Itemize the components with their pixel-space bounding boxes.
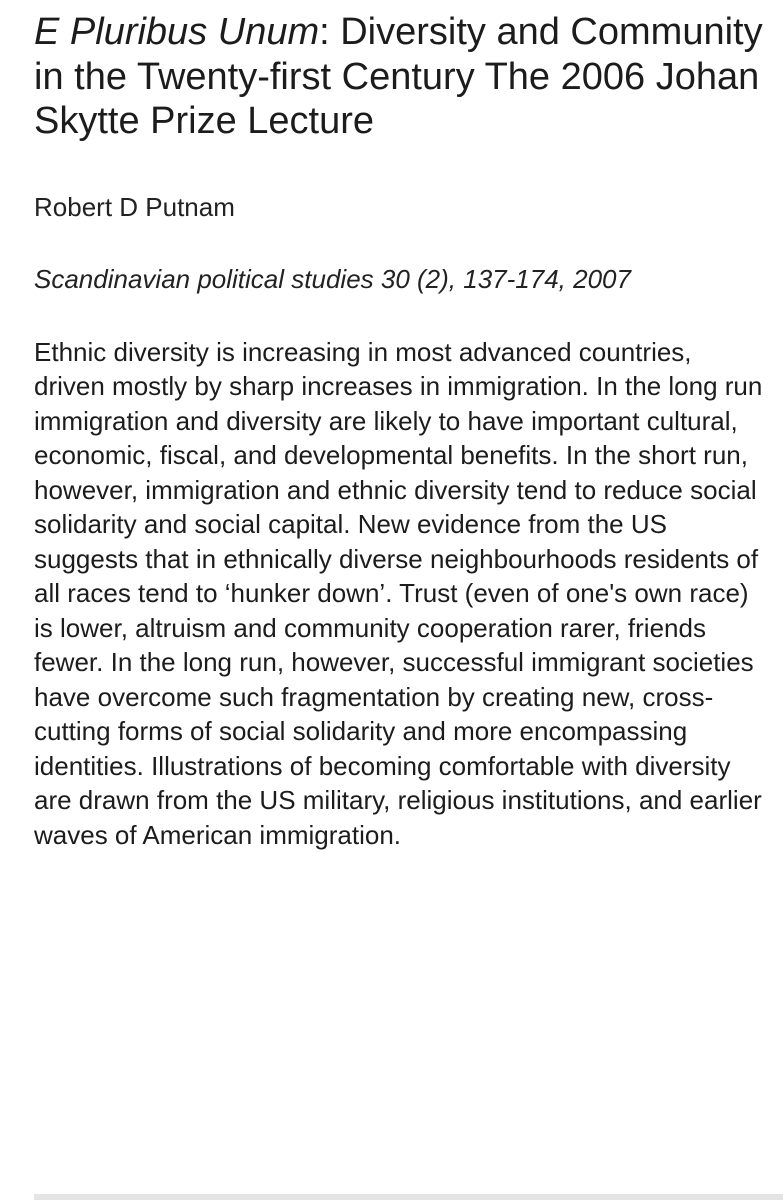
article-authors: Robert D Putnam [34, 191, 235, 222]
article-title [34, 10, 764, 144]
article-title-rest: : Diversity and Community in the Twenty-first Century The 2006 Johan Skytte Prize Lecture [34, 11, 763, 142]
article-source: Scandinavian political studies 30 (2), 137-174, 2007 [34, 263, 631, 294]
article-entry [34, 10, 764, 852]
article-title-italic: E Pluribus Unum [34, 11, 320, 53]
article-abstract: Ethnic diversity is increasing in most advanced countries, driven mostly by sharp increases in immigration. In the long run immigration and diversity are likely to have important cultural, economic, fiscal, and developmental benefits. In the short run, however, immigration and ethnic diversity tend to reduce social solidarity and social capital. New evidence from the US suggests that in ethnically diverse neighbourhoods residents of all races tend to ‘hunker down’. Trust (even of one's own race) is lower, altruism and community cooperation rarer, friends fewer. In the long run, however, successful immigrant societies have overcome such fragmentation by creating new, cross-cutting forms of social solidarity and more encompassing identities. Illustrations of becoming comfortable with diversity are drawn from the US military, religious institutions, and earlier waves of American immigration. [34, 336, 763, 850]
bottom-divider [34, 1194, 783, 1200]
